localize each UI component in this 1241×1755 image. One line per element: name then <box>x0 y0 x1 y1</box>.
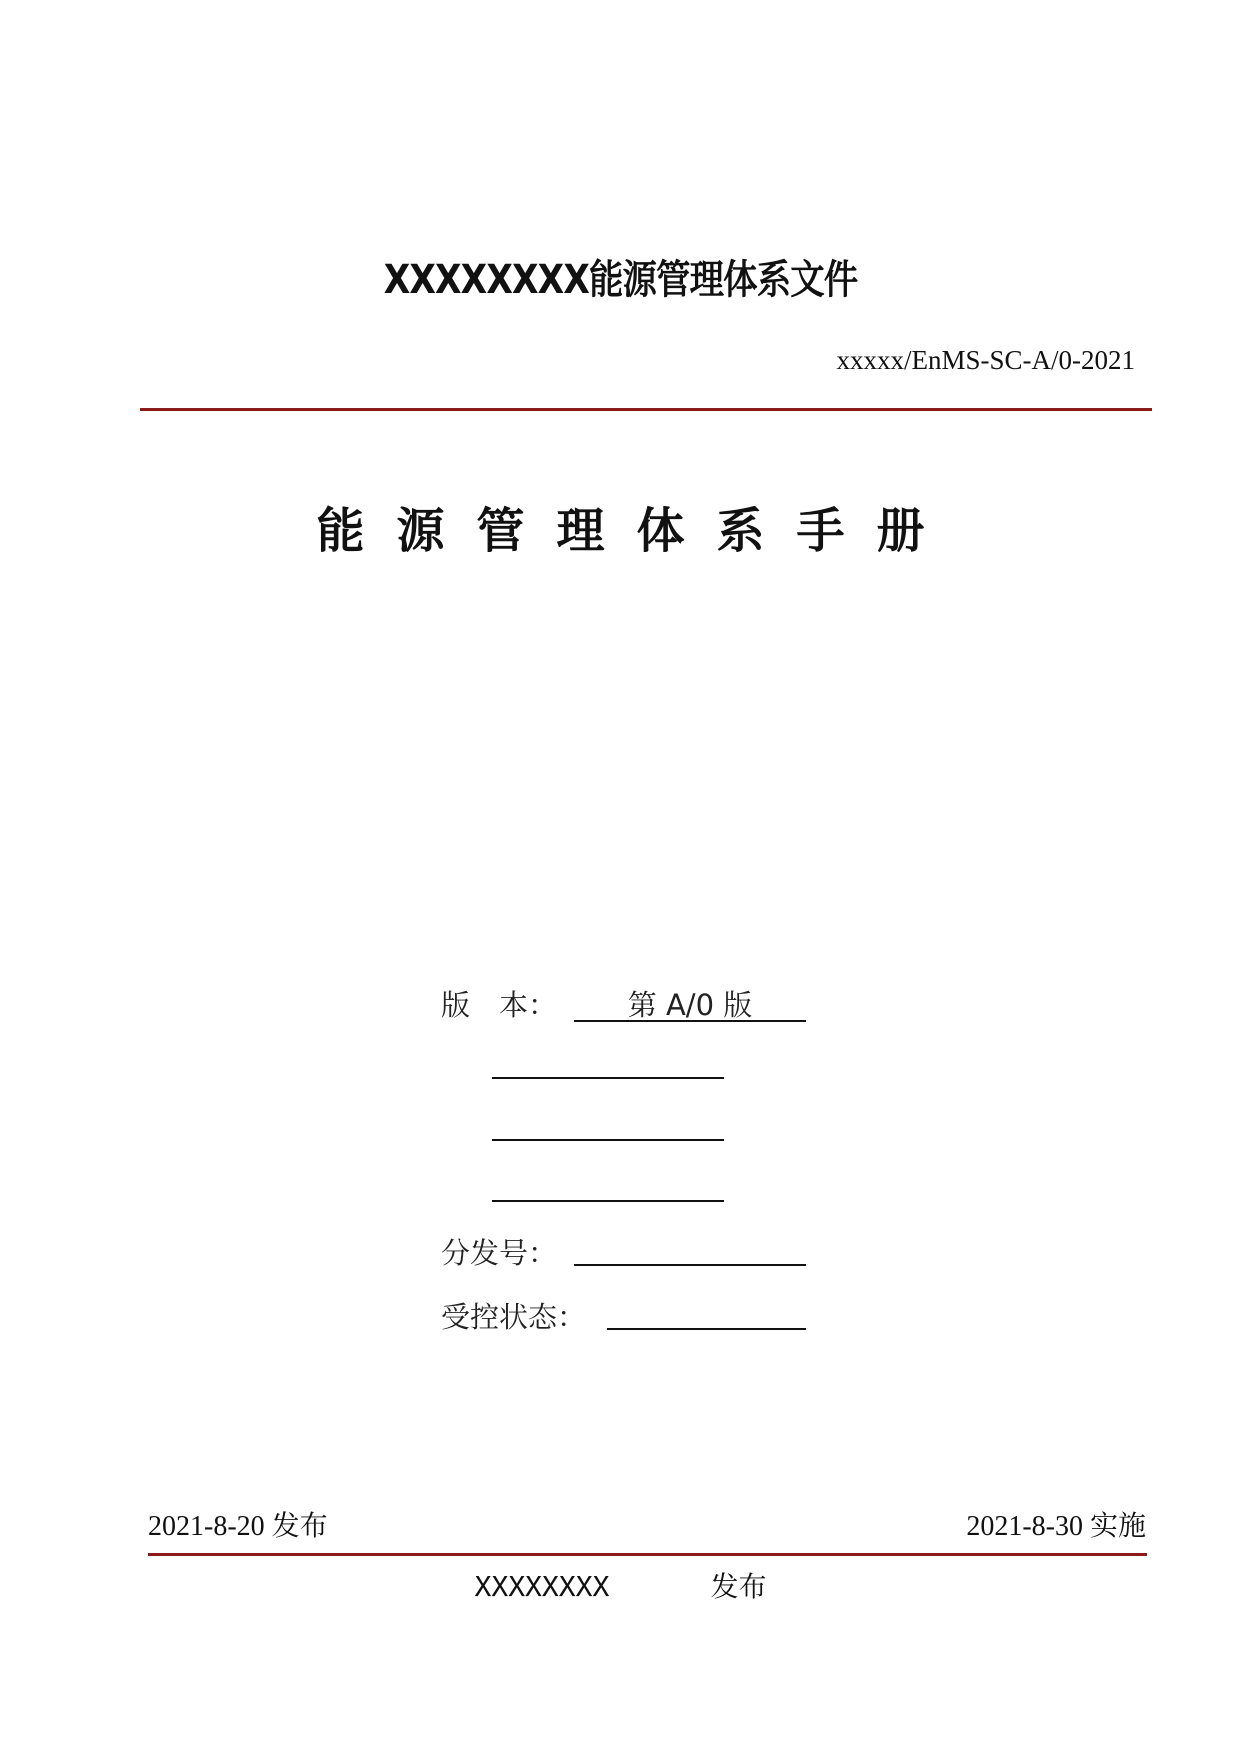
document-series-title: XXXXXXXX能源管理体系文件 <box>383 257 858 303</box>
publisher-name: XXXXXXXX <box>474 1570 610 1603</box>
manual-title: 能源管理体系手册 <box>316 503 957 559</box>
control-status-line <box>607 1328 806 1330</box>
footer-divider <box>148 1553 1147 1556</box>
effective-date: 2021-8-30 实施 <box>966 1511 1146 1542</box>
version-underline <box>574 1020 806 1022</box>
distribution-number-label: 分发号： <box>441 1236 558 1270</box>
document-code: xxxxx/EnMS-SC-A/0-2021 <box>836 345 1135 375</box>
blank-line-1 <box>492 1077 724 1079</box>
publisher-line <box>0 1565 1241 1605</box>
version-label: 版 本： <box>441 988 558 1022</box>
blank-line-2 <box>492 1139 724 1141</box>
publisher-suffix: 发布 <box>710 1570 767 1603</box>
control-status-label: 受控状态： <box>441 1300 587 1334</box>
publish-date: 2021-8-20 发布 <box>148 1511 328 1542</box>
version-value: 第 A/0 版 <box>627 988 753 1022</box>
publisher-spacer <box>609 1570 710 1603</box>
distribution-number-line <box>574 1264 806 1266</box>
blank-line-3 <box>492 1200 724 1202</box>
header-divider <box>140 408 1152 411</box>
